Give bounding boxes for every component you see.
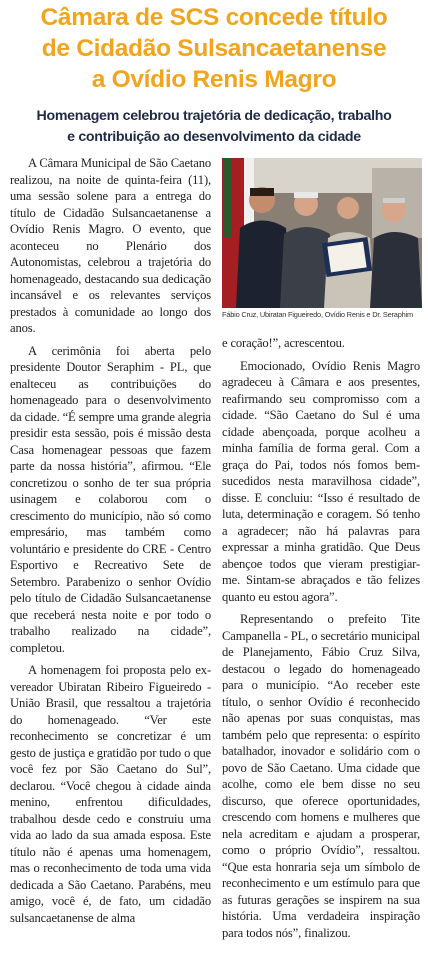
ceremony-photo (222, 158, 422, 308)
headline (0, 2, 428, 95)
headline-line-1: Câmara de SCS concede título (40, 4, 388, 31)
headline-line-2: de Cidadão Sulsancaetanense (41, 35, 387, 62)
right-column (222, 335, 420, 947)
body-paragraph: A cerimônia foi aberta pelo presidente Doutor Seraphim - PL, que enalteceu as contribuições do homenageado para o desenvolvimento da cidade. “É sempre uma grande alegria presidir esta sessão, pois é missão desta Casa homenagear pessoas que fazem parte da nossa história”, afirmou. “Ele concretizou o sonho de ter sua própria usinagem e colaborou com o crescimento do município, não só como empresário, mas também como voluntário e presidente do CRE - Centro Esportivo e Recreativo Sete de Setembro. Parabenizo o senhor Ovídio pelo título de Cidadão Sulsancaetanense que receberá nesta noite e por todo o trabalho realizado na cidade”, completou. (10, 343, 211, 655)
subheadline-line-2: e contribuição ao desenvolvimento da cidade (67, 129, 361, 145)
body-paragraph: A homenagem foi proposta pelo ex-vereador Ubiratan Ribeiro Figueiredo - União Brasil, que ressaltou a trajetória do homenageado. “Ver este reconhecimento se concretizar é um gesto de justiça e gratidão por tudo o que você fez por São Caetano do Sul”, declarou. “Você chegou à cidade ainda menino, enfrentou dificuldades, trabalhou desde cedo e construiu uma vida ao lado da sua amada esposa. Este título não é apenas uma homenagem, mas o reconhecimento de toda uma vida dedicada a São Caetano. Parabéns, meu amigo, você é, de fato, um cidadão sulsancaetanense de alma (10, 663, 211, 925)
photo-caption: Fábio Cruz, Ubiratan Figueiredo, Ovídio Renis e Dr. Seraphim (222, 310, 413, 319)
headline-line-3: a Ovídio Renis Magro (91, 66, 337, 93)
body-paragraph: Emocionado, Ovídio Renis Magro agradeceu à Câmara e aos presentes, reafirmando seu compromisso com a cidade. “São Caetano do Sul é uma cidade abençoada, porque acolheu a minha família de forma geral. Com a graça do Pai, todos nós fomos bem-sucedidos nesta maravilhosa cidade”, disse. E concluiu: “Isso é resultado de luta, determinação e coragem. Só tenho a agradecer; não há palavras para expressar a minha gratidão. Que Deus abençoe todos que vieram prestigiar-me. Sintam-se abraçados e tão felizes quanto eu estou agora”. (222, 358, 420, 604)
subheadline (0, 106, 428, 148)
body-paragraph: Representando o prefeito Tite Campanella - PL, o secretário municipal de Planejamento, Fábio Cruz Silva, destacou o legado do homenageado para o município. “Ao receber este título, o senhor Ovídio é reconhecido não apenas por suas conquistas, mas também pelo que representa: o espírito batalhador, inovador e solidário com o povo de São Caetano. Uma cidade que acolhe, como ele bem disse no seu discurso, que oferece oportunidades, crescendo com homens e mulheres que nela acreditam e ajudam a prosperar, como o próprio Ovídio”, ressaltou. “Que esta honraria seja um símbolo de reconhecimento e um estímulo para que as futuras gerações se inspirem na sua história. Uma verdadeira inspiração para todos nós”, finalizou. (222, 612, 420, 940)
left-column (10, 155, 211, 932)
subheadline-line-1: Homenagem celebrou trajetória de dedicação, trabalho (36, 108, 392, 124)
body-paragraph: e coração!”, acrescentou. (222, 336, 345, 350)
body-paragraph: A Câmara Municipal de São Caetano realizou, na noite de quinta-feira (11), uma sessão solene para a entrega do título de Cidadão Sulsancaetanense a Ovídio Renis Magro. O evento, que aconteceu no Plenário dos Autonomistas, celebrou a trajetória do homenageado, destacando sua dedicação incansável e os relevantes serviços prestados à comunidade ao longo dos anos. (10, 156, 211, 335)
